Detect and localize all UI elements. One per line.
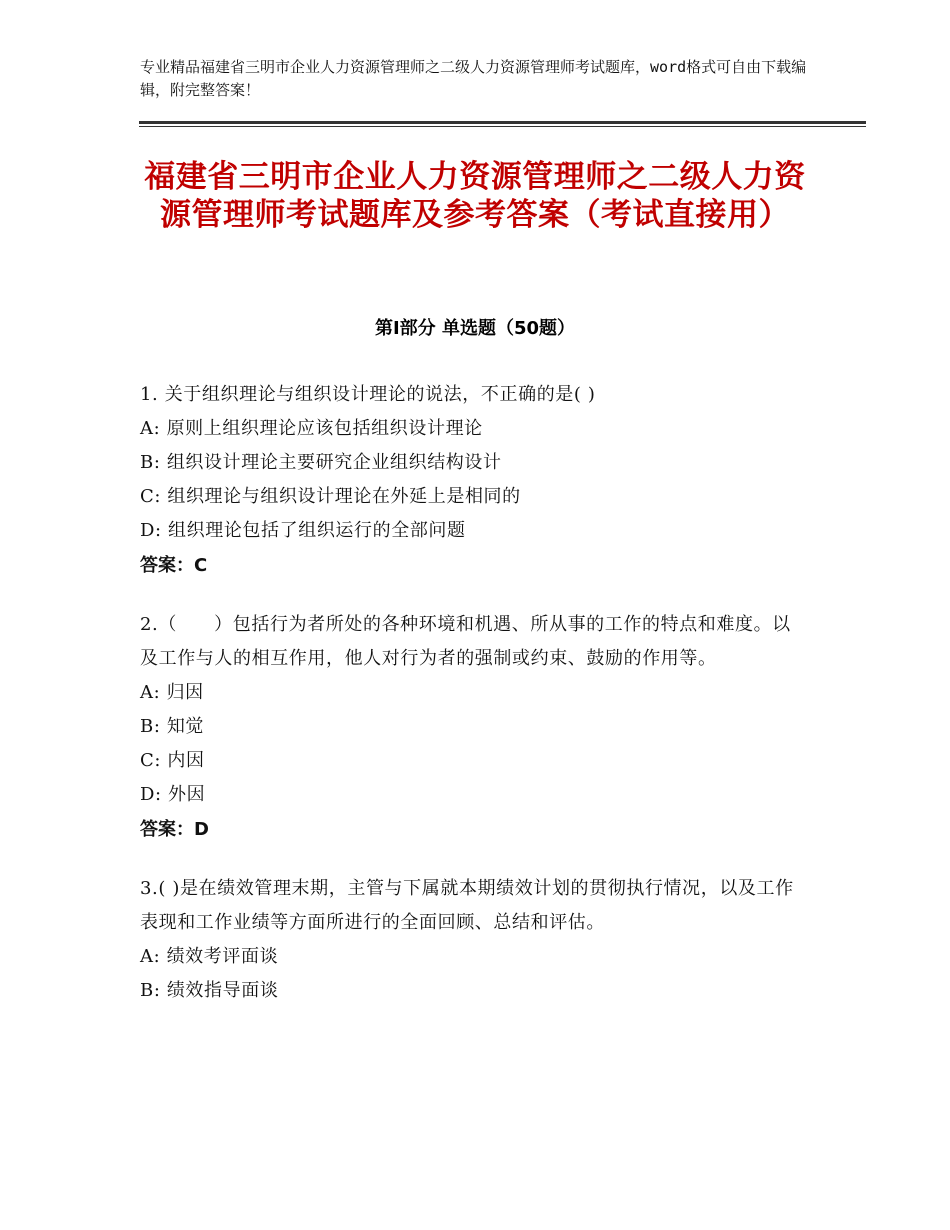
question-option-b: B: 知觉 [140,716,205,737]
question-answer: 答案：D [140,819,209,840]
question-option-b: B: 组织设计理论主要研究企业组织结构设计 [140,452,502,473]
question-list [140,378,800,1032]
question-option-d: D: 外因 [140,784,206,805]
header-divider [139,121,866,127]
question-stem: 3.( )是在绩效管理末期，主管与下属就本期绩效计划的贯彻执行情况，以及工作表现和工作业绩等方面所进行的全面回顾、总结和评估。 [140,878,794,933]
header-note: 专业精品福建省三明市企业人力资源管理师之二级人力资源管理师考试题库，word格式可自由下载编辑，附完整答案！ [140,58,807,99]
question-option-b: B: 绩效指导面谈 [140,980,279,1001]
question-option-d: D: 组织理论包括了组织运行的全部问题 [140,520,466,541]
question-1 [140,378,800,584]
document-title: 福建省三明市企业人力资源管理师之二级人力资源管理师考试题库及参考答案（考试直接用） [144,159,806,233]
question-option-a: A: 归因 [140,682,204,703]
question-answer: 答案：C [140,555,208,576]
section-title: 第Ⅰ部分 单选题（50题） [374,318,575,339]
question-option-a: A: 绩效考评面谈 [140,946,279,967]
question-option-c: C: 内因 [140,750,205,771]
question-2 [140,608,800,848]
question-3 [140,872,800,1008]
question-stem: 2.（ ）包括行为者所处的各种环境和机遇、所从事的工作的特点和难度。以及工作与人的相互作用，他人对行为者的强制或约束、鼓励的作用等。 [140,614,791,669]
question-option-c: C: 组织理论与组织设计理论在外延上是相同的 [140,486,521,507]
question-option-a: A: 原则上组织理论应该包括组织设计理论 [140,418,483,439]
question-stem: 1. 关于组织理论与组织设计理论的说法，不正确的是( ) [140,384,596,405]
